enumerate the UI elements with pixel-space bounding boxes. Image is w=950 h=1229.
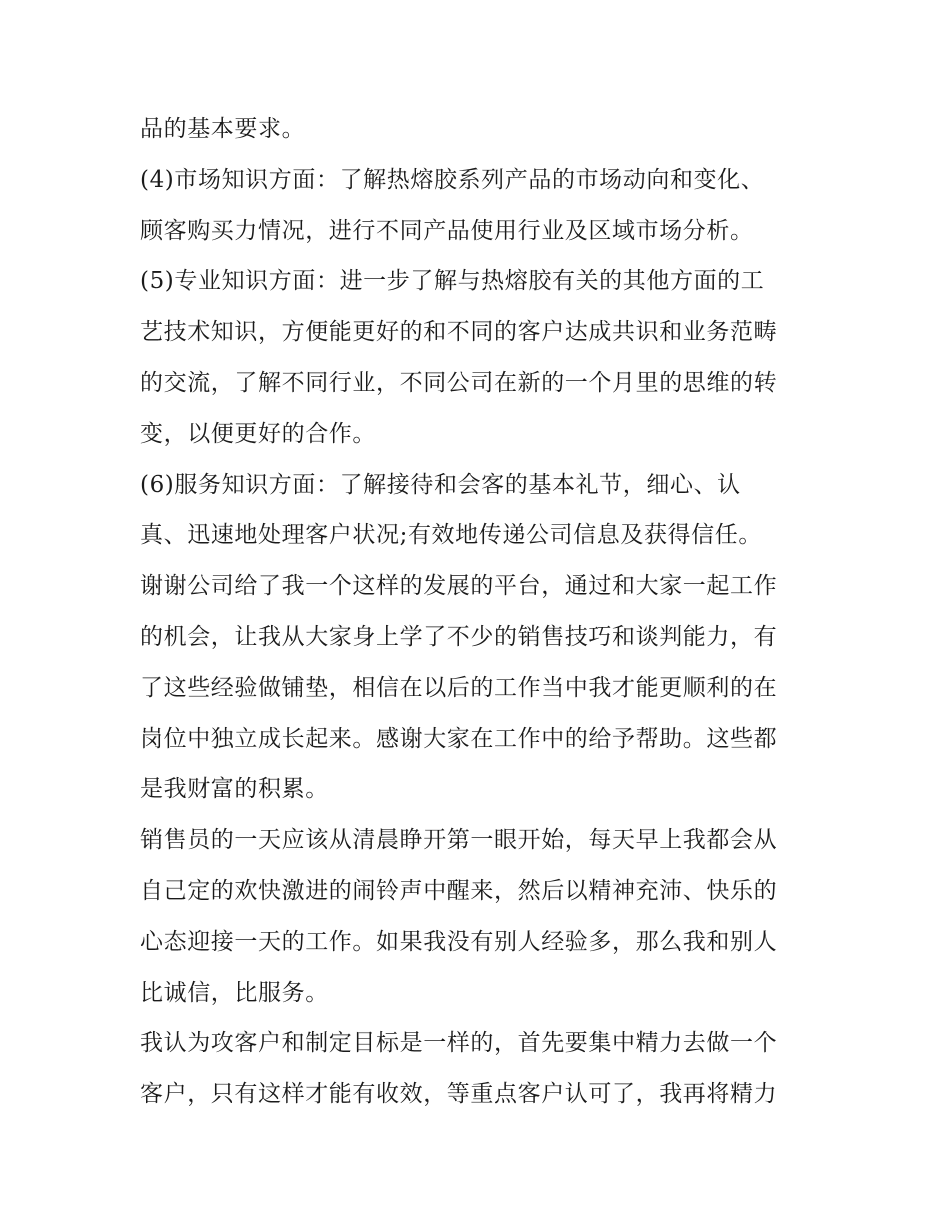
text-line: 品的基本要求。	[140, 116, 306, 142]
text-line: 的机会，让我从大家身上学了不少的销售技巧和谈判能力，有	[140, 623, 778, 650]
text-line: (5)专业知识方面：进一步了解与热熔胶有关的其他方面的工	[140, 268, 765, 295]
text-line: 变，以便更好的合作。	[140, 420, 376, 447]
text-line: 是我财富的积累。	[140, 776, 329, 803]
text-line: 的交流，了解不同行业，不同公司在新的一个月里的思维的转	[140, 369, 778, 396]
text-line: 真、迅速地处理客户状况;有效地传递公司信息及获得信任。	[140, 522, 762, 549]
text-line: 销售员的一天应该从清晨睁开第一眼开始，每天早上我都会从	[140, 827, 778, 854]
text-line: (6)服务知识方面：了解接待和会客的基本礼节，细心、认	[140, 471, 741, 498]
text-line: 艺技术知识，方便能更好的和不同的客户达成共识和业务范畴	[140, 319, 778, 346]
text-line: 比诚信，比服务。	[140, 979, 329, 1006]
text-line: 岗位中独立成长起来。感谢大家在工作中的给予帮助。这些都	[140, 725, 778, 752]
text-line: (4)市场知识方面：了解热熔胶系列产品的市场动向和变化、	[140, 166, 765, 193]
text-line: 我认为攻客户和制定目标是一样的，首先要集中精力去做一个	[140, 1030, 778, 1057]
text-line: 心态迎接一天的工作。如果我没有别人经验多，那么我和别人	[140, 928, 778, 955]
text-line: 客户，只有这样才能有收效，等重点客户认可了，我再将精力	[140, 1081, 778, 1108]
body-text	[140, 110, 830, 1126]
text-line: 了这些经验做铺垫，相信在以后的工作当中我才能更顺利的在	[140, 674, 778, 701]
text-line: 顾客购买力情况，进行不同产品使用行业及区域市场分析。	[140, 217, 754, 244]
text-line: 谢谢公司给了我一个这样的发展的平台，通过和大家一起工作	[140, 573, 778, 600]
text-line: 自己定的欢快激进的闹铃声中醒来，然后以精神充沛、快乐的	[140, 877, 778, 904]
